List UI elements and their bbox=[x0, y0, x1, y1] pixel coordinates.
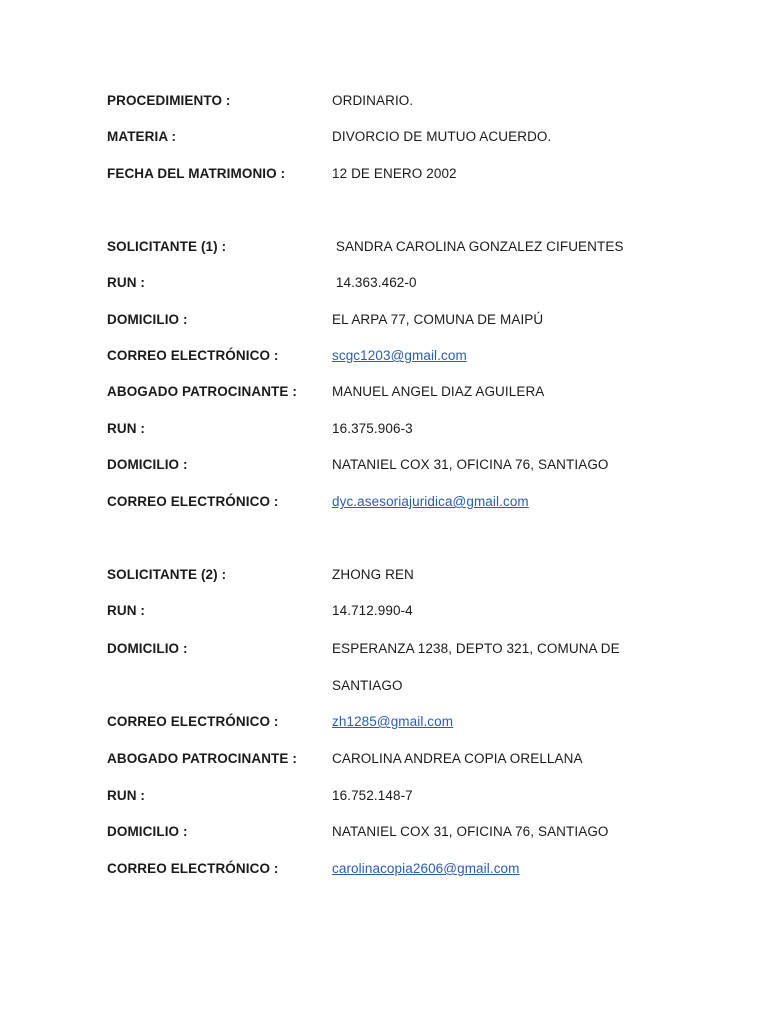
solicitante-2-row bbox=[107, 564, 727, 586]
solicitante-2-run-label: RUN : bbox=[107, 603, 145, 618]
abogado-2-value: CAROLINA ANDREA COPIA ORELLANA bbox=[332, 751, 583, 766]
solicitante-1-domicilio-label: DOMICILIO : bbox=[107, 312, 188, 327]
abogado-1-run-label: RUN : bbox=[107, 421, 145, 436]
abogado-2-row bbox=[107, 748, 727, 770]
solicitante-1-label: SOLICITANTE (1) : bbox=[107, 239, 227, 254]
abogado-1-domicilio-value: NATANIEL COX 31, OFICINA 76, SANTIAGO bbox=[332, 457, 609, 472]
solicitante-1-correo-row bbox=[107, 345, 727, 367]
abogado-2-correo-label: CORREO ELECTRÓNICO : bbox=[107, 861, 279, 876]
abogado-2-domicilio-row bbox=[107, 821, 727, 843]
abogado-1-run-value: 16.375.906-3 bbox=[332, 421, 413, 436]
procedimiento-row bbox=[107, 90, 727, 112]
materia-label: MATERIA : bbox=[107, 129, 177, 144]
solicitante-2-domicilio-row bbox=[107, 638, 727, 660]
solicitante-2-domicilio-value: ESPERANZA 1238, DEPTO 321, COMUNA DE bbox=[332, 641, 620, 656]
solicitante-1-domicilio-value: EL ARPA 77, COMUNA DE MAIPÚ bbox=[332, 312, 544, 327]
abogado-2-label: ABOGADO PATROCINANTE : bbox=[107, 751, 297, 766]
abogado-2-email-link[interactable]: carolinacopia2606@gmail.com bbox=[332, 861, 520, 876]
abogado-1-email-link[interactable]: dyc.asesoriajuridica@gmail.com bbox=[332, 494, 529, 509]
solicitante-1-row bbox=[107, 236, 727, 258]
abogado-1-value: MANUEL ANGEL DIAZ AGUILERA bbox=[332, 384, 545, 399]
fecha-matrimonio-row bbox=[107, 163, 727, 185]
abogado-1-correo-label: CORREO ELECTRÓNICO : bbox=[107, 494, 279, 509]
procedimiento-label: PROCEDIMIENTO : bbox=[107, 93, 231, 108]
solicitante-2-run-value: 14.712.990-4 bbox=[332, 603, 413, 618]
solicitante-2-correo-label: CORREO ELECTRÓNICO : bbox=[107, 714, 279, 729]
abogado-1-domicilio-row bbox=[107, 454, 727, 476]
abogado-2-domicilio-label: DOMICILIO : bbox=[107, 824, 188, 839]
abogado-1-label: ABOGADO PATROCINANTE : bbox=[107, 384, 297, 399]
solicitante-1-domicilio-row bbox=[107, 309, 727, 331]
solicitante-2-domicilio-label: DOMICILIO : bbox=[107, 641, 188, 656]
abogado-2-run-value: 16.752.148-7 bbox=[332, 788, 413, 803]
abogado-2-correo-row bbox=[107, 858, 727, 880]
materia-value: DIVORCIO DE MUTUO ACUERDO. bbox=[332, 129, 552, 144]
solicitante-1-run-row bbox=[107, 272, 727, 294]
solicitante-2-email-link[interactable]: zh1285@gmail.com bbox=[332, 714, 454, 729]
abogado-2-run-row bbox=[107, 785, 727, 807]
solicitante-2-correo-row bbox=[107, 711, 727, 733]
abogado-1-domicilio-label: DOMICILIO : bbox=[107, 457, 188, 472]
solicitante-2-label: SOLICITANTE (2) : bbox=[107, 567, 227, 582]
fecha-matrimonio-label: FECHA DEL MATRIMONIO : bbox=[107, 166, 286, 181]
materia-row bbox=[107, 126, 727, 148]
solicitante-1-email-link[interactable]: scgc1203@gmail.com bbox=[332, 348, 467, 363]
solicitante-1-run-value: 14.363.462-0 bbox=[332, 275, 417, 290]
abogado-1-correo-row bbox=[107, 491, 727, 513]
solicitante-2-value: ZHONG REN bbox=[332, 567, 414, 582]
solicitante-1-correo-label: CORREO ELECTRÓNICO : bbox=[107, 348, 279, 363]
solicitante-1-value: SANDRA CAROLINA GONZALEZ CIFUENTES bbox=[332, 239, 624, 254]
abogado-2-run-label: RUN : bbox=[107, 788, 145, 803]
fecha-matrimonio-value: 12 DE ENERO 2002 bbox=[332, 166, 457, 181]
abogado-2-domicilio-value: NATANIEL COX 31, OFICINA 76, SANTIAGO bbox=[332, 824, 609, 839]
solicitante-2-domicilio-cont: SANTIAGO bbox=[332, 678, 403, 693]
solicitante-2-domicilio-cont-row bbox=[107, 675, 727, 697]
procedimiento-value: ORDINARIO. bbox=[332, 93, 414, 108]
solicitante-2-run-row bbox=[107, 600, 727, 622]
solicitante-1-run-label: RUN : bbox=[107, 275, 145, 290]
abogado-1-row bbox=[107, 381, 727, 403]
abogado-1-run-row bbox=[107, 418, 727, 440]
